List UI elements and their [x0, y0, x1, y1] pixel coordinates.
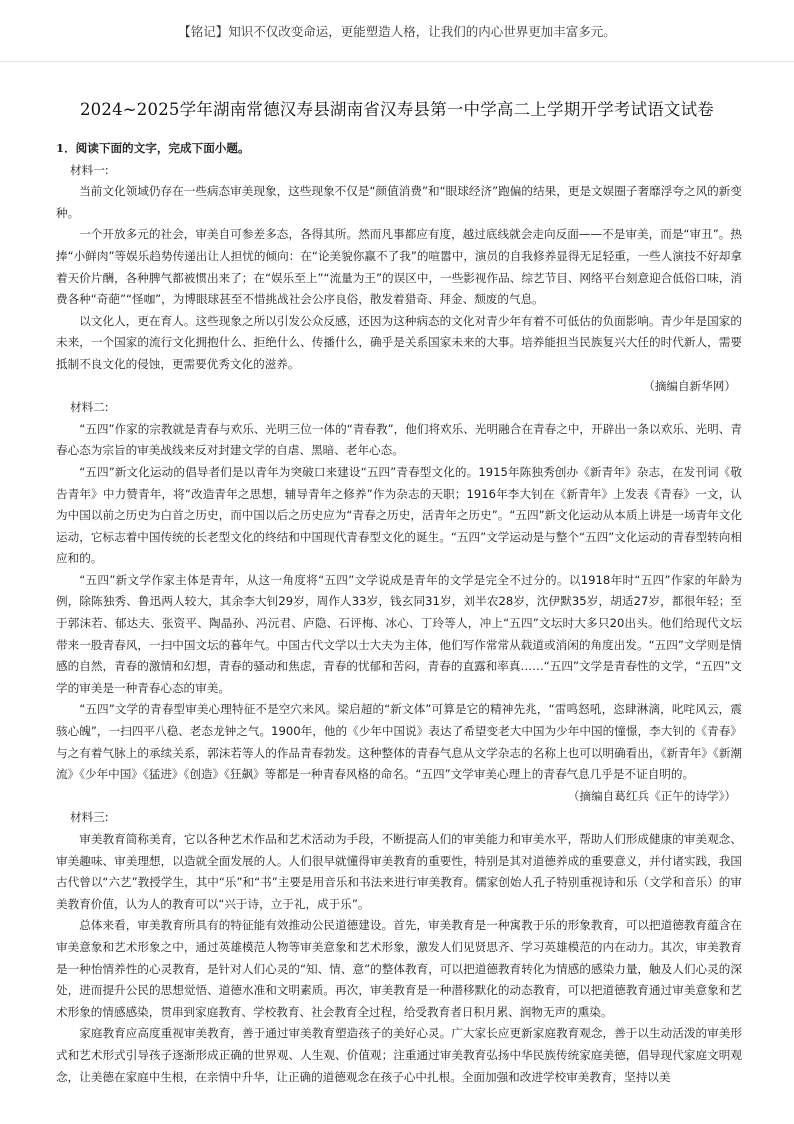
material-1-paragraph-2: 一个开放多元的社会，审美自可参差多态，各得其所。然而凡事都应有度，越过底线就会走向反面——不是审美，而是“审丑”。热捧“小鲜肉”等娱乐趋势传递出让人担忧的倾向：在“论美貌你赢不了我”的喧嚣中，演员的自我修养显得无足轻重，一些人演技不好却拿着天价片酬，各种脾气都被惯出来了；在“娱乐至上”“流量为王”的误区中，一些影视作品、综艺节目、网络平台刻意迎合低俗口味，消费各种“奇葩”“怪咖”，为博眼球甚至不惜挑战社会公序良俗，散发着猎奇、拜金、颓废的气息。 [56, 227, 742, 307]
material-1-label: 材料一: [70, 162, 109, 177]
motto-text: 【铭记】知识不仅改变命运，更能塑造人格，让我们的内心世界更加丰富多元。 [178, 23, 616, 39]
material-1-paragraph-1: 当前文化领域仍存在一些病态审美现象，这些现象不仅是“颜值消费”和“眼球经济”跑偏的结果，更是文娱圈子奢靡浮夸之风的新变种。 [56, 184, 742, 220]
question-prompt: 1．阅读下面的文字，完成下面小题。 [56, 141, 250, 155]
material-1-source: （摘编自新华网） [643, 378, 736, 393]
material-3-paragraph-3: 家庭教育应高度重视审美教育，善于通过审美教育塑造孩子的美好心灵。广大家长应更新家庭教育观念，善于以生动活泼的审美形式和艺术形式引导孩子逐渐形成正确的世界观、人生观、价值观；注重通过审美教育弘扬中华民族传统家庭美德，倡导现代家庭文明观念，让美德在家庭中生根，在亲情中升华，让正确的道德观念在孩子心中扎根。全面加强和改进学校审美教育，坚持以美 [56, 1026, 742, 1084]
material-2-source: （摘编自葛红兵《正午的诗学》） [567, 788, 736, 803]
material-2-paragraph-4: “五四”文学的青春型审美心理特征不是空穴来风。梁启超的“新文体”可算是它的精神先兆，“雷鸣怒吼，恣肆淋漓，叱咤风云，震骇心魄”，一扫四平八稳、老态龙钟之气。1900年，他的《少年中国说》表达了希望变老大中国为少年中国的憧憬，李大钊的《青春》与之有着气脉上的承续关系，郭沫若等人的作品青春勃发。这种整体的青春气息从文学杂志的名称上也可以明确看出，《新青年》《新潮流》《少年中国》《猛进》《创造》《狂飙》等都是一种青春风格的命名。“五四”文学审美心理上的青春气息几乎是不证自明的。 [56, 702, 742, 782]
motto-banner [0, 0, 794, 62]
material-3-paragraph-1: 审美教育简称美育，它以各种艺术作品和艺术活动为手段，不断提高人们的审美能力和审美水平，帮助人们形成健康的审美观念、审美趣味、审美理想，以造就全面发展的人。人们很早就懂得审美教育的重要性，特别是其对道德养成的重要意义，并付诸实践，我国古代曾以“六艺”教授学生，其中“乐”和“书”主要是用音乐和书法来进行审美教育。儒家创始人孔子特别重视诗和乐（文学和音乐）的审美教育价值，认为人的教育可以“兴于诗，立于礼，成于乐”。 [56, 832, 742, 911]
exam-content [56, 138, 742, 1088]
exam-title: 2024~2025学年湖南常德汉寿县湖南省汉寿县第一中学高二上学期开学考试语文试卷 [79, 100, 714, 119]
material-2-paragraph-1: “五四”作家的宗教就是青春与欢乐、光明三位一体的“青春教”，他们将欢乐、光明融合在青春之中，开辟出一条以欢乐、光明、青春心态为宗旨的审美战线来反对封建文学的自虐、黑暗、老年心态。 [56, 421, 742, 458]
material-1-paragraph-3: 以文化人，更在育人。这些现象之所以引发公众反感，还因为这种病态的文化对青少年有着不可低估的负面影响。青少年是国家的未来，一个国家的流行文化拥抱什么、拒绝什么、传播什么，确乎是关系国家未来的大事。培养能担当民族复兴大任的时代新人，需要抵制不良文化的侵蚀，更需要优秀文化的滋养。 [56, 313, 742, 371]
material-2-label: 材料二: [70, 400, 109, 415]
material-3-paragraph-2: 总体来看，审美教育所具有的特征能有效推动公民道德建设。首先，审美教育是一种寓教于乐的形象教育，可以把道德教育蕴含在审美意象和艺术形象之中，通过英雄模范人物等审美意象和艺术形象，激发人们见贤思齐、学习英雄模范的内在动力。其次，审美教育是一种怡情养性的心灵教育，是针对人们心灵的“知、情、意”的整体教育，可以把道德教育转化为情感的感染力量，触及人们心灵的深处，进而提升公民的思想觉悟、道德水准和文明素质。再次，审美教育是一种潜移默化的动态教育，可以把道德教育通过审美意象和艺术形象的情感感染，贯串到家庭教育、学校教育、社会教育全过程，给受教育者日积月累、润物无声的熏染。 [56, 918, 742, 1019]
material-2-paragraph-3: “五四”新文学作家主体是青年，从这一角度将“五四”文学说成是青年的文学是完全不过分的。以1918年时“五四”作家的年龄为例，除陈独秀、鲁迅两人较大，其余李大钊29岁，周作人33岁，钱玄同31岁，刘半农28岁，沈伊默35岁，胡适27岁，都很年轻；至于郭沫若、郁达夫、张资平、陶晶孙、冯沅君、庐隐、石评梅、冰心、丁玲等人，冲上“五四”文坛时大多只20出头。他们给现代文坛带来一股青春风，一扫中国文坛的暮年气。中国古代文学以士大夫为主体，他们写作常常从载道或消闲的角度出发。“五四”文学则是情感的自然，青春的激情和幻想，青春的骚动和焦虑，青春的忧郁和苦闷，青春的直露和率真……“五四”文学是青春性的文学，“五四”文学的审美是一种青春心态的审美。 [56, 572, 742, 695]
material-3-label: 材料三: [70, 810, 109, 825]
material-2-paragraph-2: “五四”新文化运动的倡导者们是以青年为突破口来建设“五四”青春型文化的。1915年陈独秀创办《新青年》杂志，在发刊词《敬告青年》中力赞青年，将“改造青年之思想，辅导青年之修养”作为杂志的天职；1916年李大钊在《新青年》上发表《青春》一文，认为中国以前之历史为白首之历史，而中国以后之历史应为“青春之历史，活青年之历史”。“五四”新文化运动从本质上讲是一场青年文化运动，它标志着中国传统的长老型文化的终结和中国现代青春型文化的诞生。“五四”文学运动是与整个“五四”文化运动的青春型转向相应和的。 [56, 464, 742, 566]
